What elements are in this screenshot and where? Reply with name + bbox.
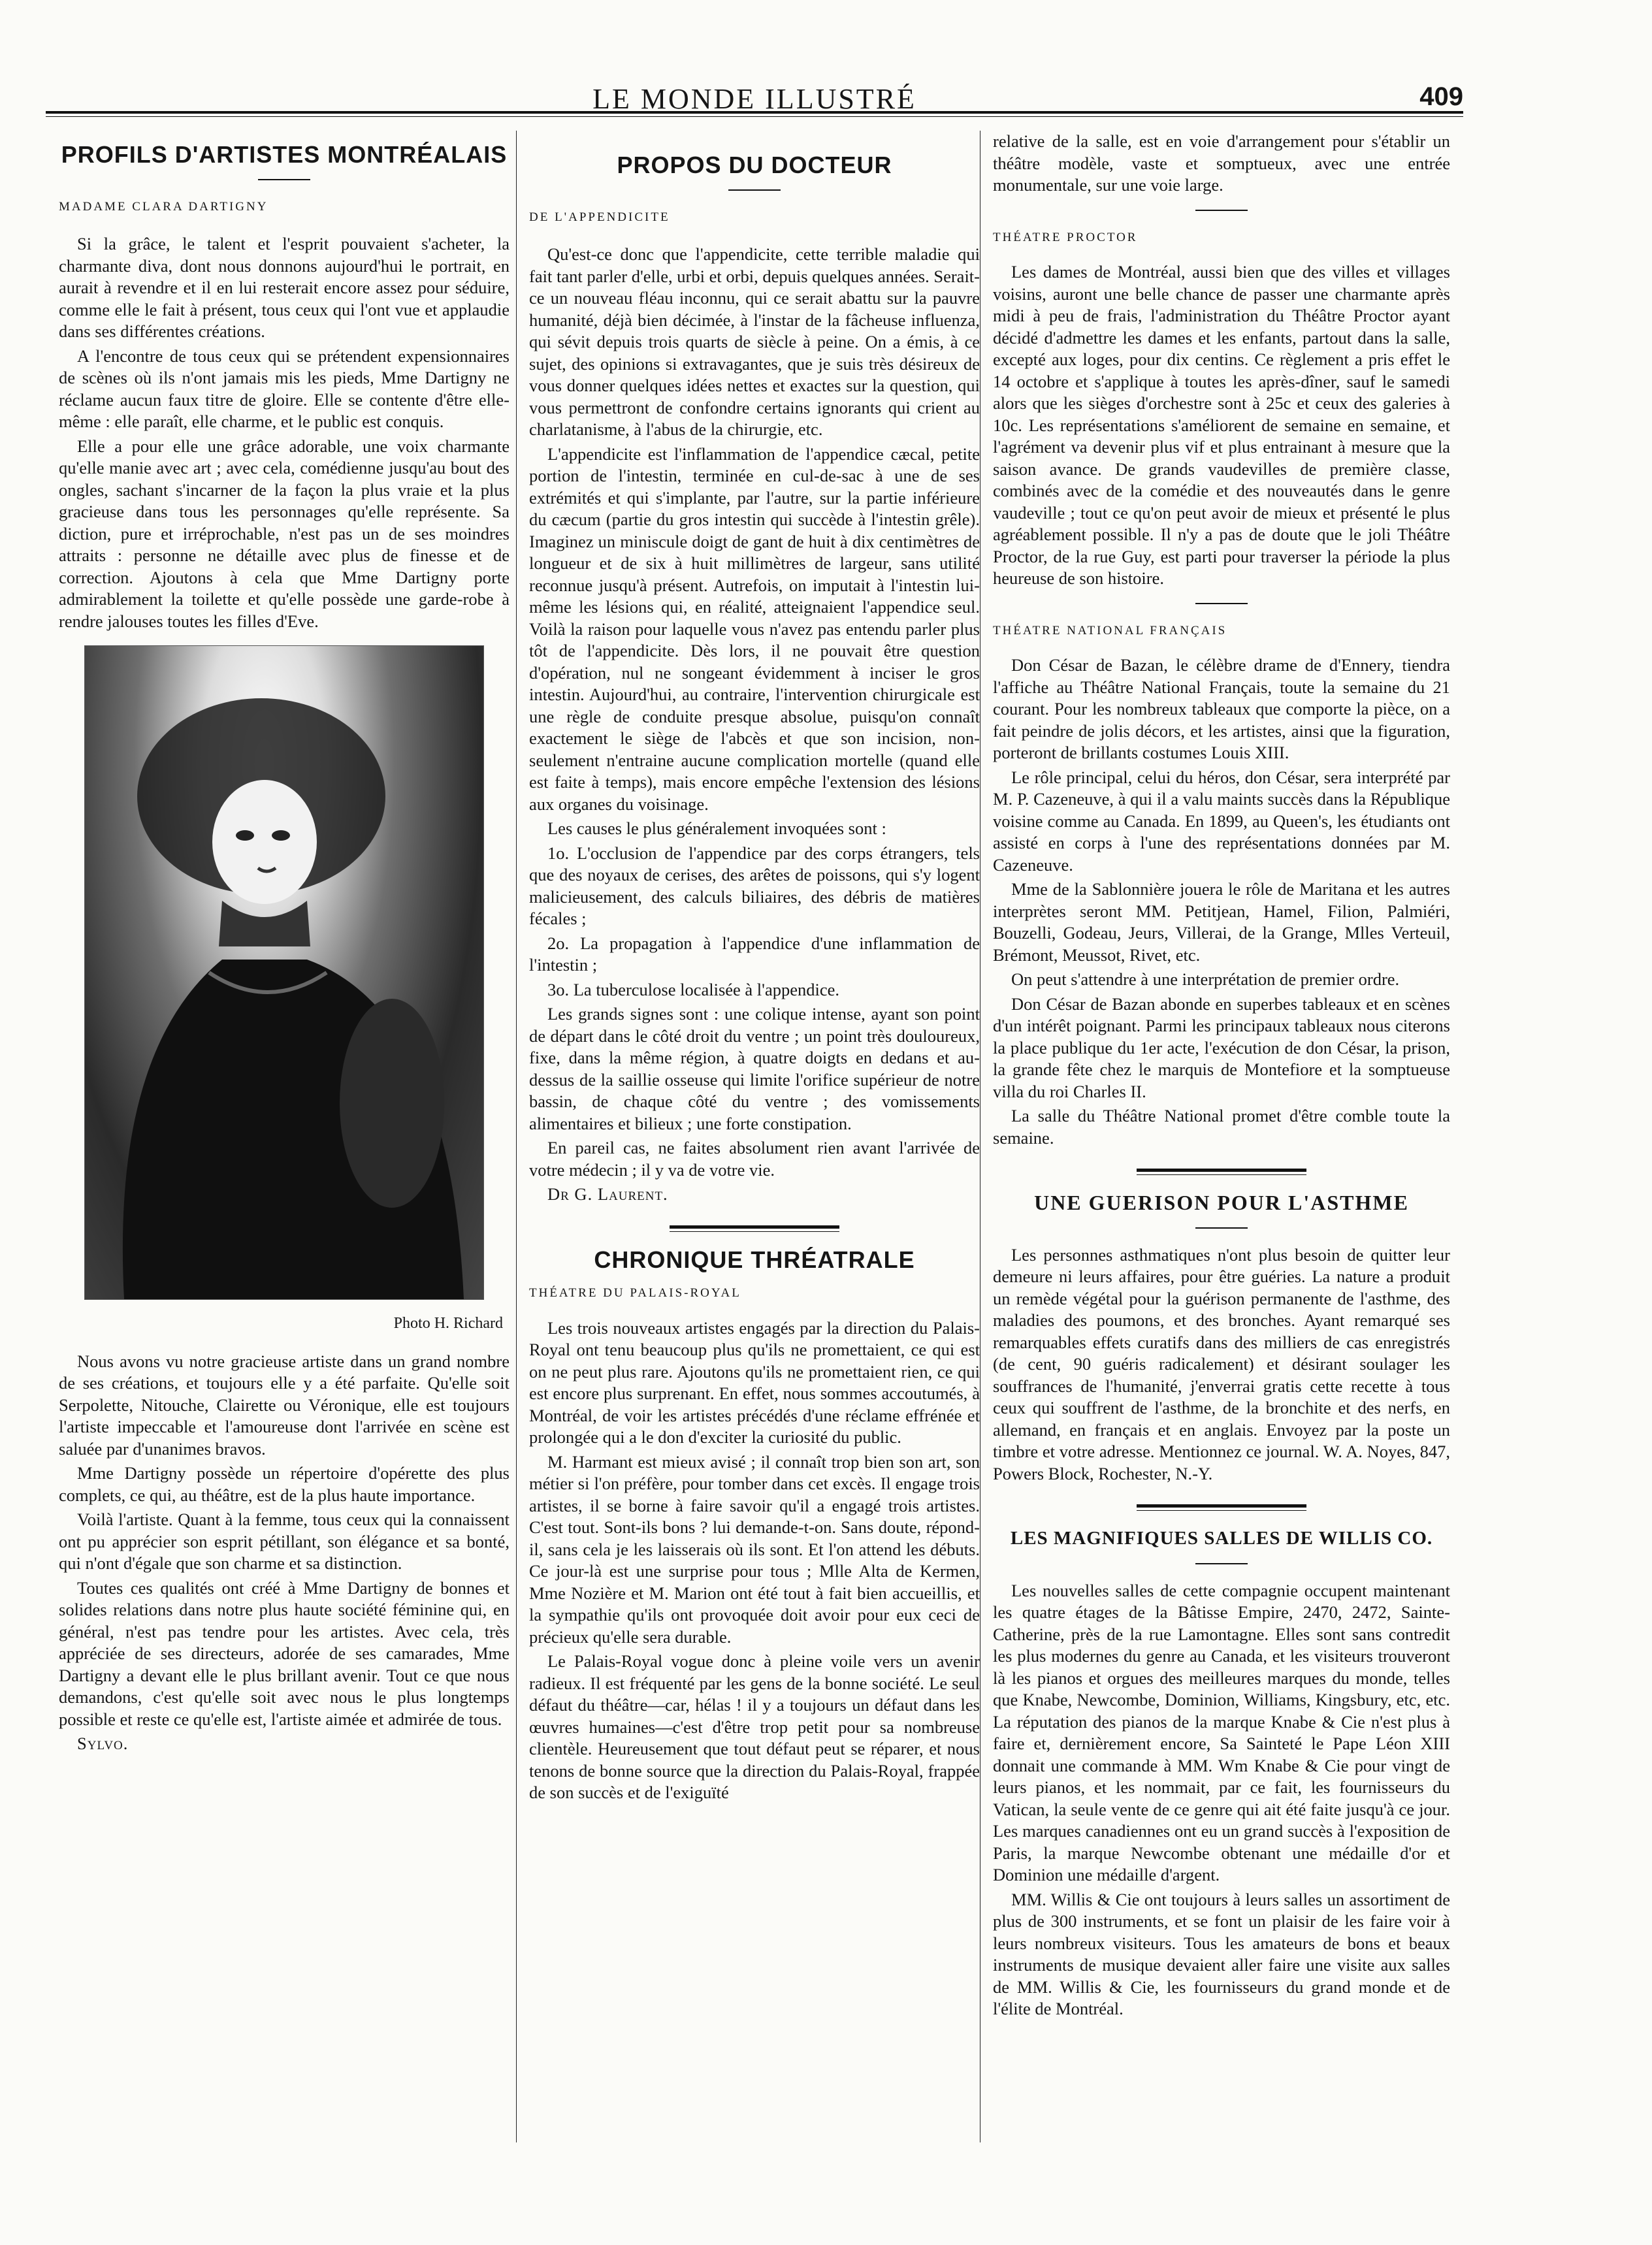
profils-heading: PROFILS D'ARTISTES MONTRÉALAIS: [61, 141, 508, 168]
national-paragraph: Don César de Bazan, le célèbre drame de d'Ennery, tiendra l'affiche au Théâtre National Français, toute la semaine du 21 courant. Pour les nombreux tableaux que comporte la pièce, on a fait peindre de jolis décors, et les artistes, ainsi que la figuration, porteront de brillants costumes Louis XIII.: [993, 655, 1450, 762]
chronique-heading: CHRONIQUE THRÉATRALE: [594, 1246, 915, 1273]
ornament-rule-icon: [1137, 1169, 1306, 1175]
national-paragraph: On peut s'attendre à une interprétation de premier ordre.: [1011, 969, 1400, 989]
willis-heading: LES MAGNIFIQUES SALLES DE WILLIS CO.: [1010, 1528, 1433, 1549]
portrait-photo-icon: [85, 646, 483, 1299]
column-propos: [529, 131, 980, 1804]
propos-heading: PROPOS DU DOCTEUR: [617, 152, 892, 178]
profils-paragraph: Nous avons vu notre gracieuse artiste dans un grand nombre de ses créations, et toujours elle y a été parfaite. Qu'elle soit Serpolette, Nitouche, Clairette ou Véronique, elle est toujours l'artiste impeccable et l'amoureuse dont l'arrivée en scène est saluée par d'unanimes bravos.: [59, 1351, 510, 1459]
chronique-continuation: relative de la salle, est en voie d'arrangement pour s'établir un théâtre modèle, vaste et somptueux, avec une entrée monumentale, sur une voie large.: [993, 131, 1450, 195]
column-theatres: [993, 131, 1450, 2020]
propos-paragraph: 2o. La propagation à l'appendice d'une inflammation de l'intestin ;: [529, 933, 980, 975]
proctor-subheading: THÉATRE PROCTOR: [993, 230, 1138, 244]
photo-credit: Photo H. Richard: [393, 1315, 503, 1332]
propos-paragraph: 3o. La tuberculose localisée à l'appendice.: [547, 979, 839, 999]
chronique-paragraph: Les trois nouveaux artistes engagés par la direction du Palais-Royal ont tenu beaucoup plus qu'ils ne promettaient, ce qui est on ne peut plus rare. Ajoutons qu'ils ne promettaient rien, ce qui est encore plus surprenant. En effet, nous sommes accoutumés, à Montréal, de voir les artistes précédés d'une réclame effrénée et prolongée qui a le don d'exciter la curiosité du public.: [529, 1317, 980, 1447]
chronique-subheading: THÉATRE DU PALAIS-ROYAL: [529, 1286, 741, 1300]
national-subheading: THÉATRE NATIONAL FRANÇAIS: [993, 623, 1227, 638]
profils-paragraph: A l'encontre de tous ceux qui se prétendent expensionnaires de scènes où ils n'ont jamais mis les pieds, Mme Dartigny ne réclame aucun faux titre de gloire. Elle se contente d'être elle-même : elle paraît, elle charme, et le public est conquis.: [59, 346, 510, 431]
profils-signature: Sylvo.: [77, 1734, 129, 1753]
national-paragraph: La salle du Théâtre National promet d'être comble toute la semaine.: [993, 1106, 1450, 1148]
column-rule-1: [516, 131, 517, 2142]
chronique-paragraph: M. Harmant est mieux avisé ; il connaît trop bien son art, son métier si l'on préfère, pour tomber dans cet excès. Il engage trois artistes, il se borne à faire savoir qu'il a engagé trois artistes. C'est tout. Sont-ils bons ? lui demande-t-on. Sans doute, répond-il, sans cela je les laisserais où ils sont. Et l'on attend les débuts. Ce jour-là est une surprise pour tous ; Mlle Alta de Kermen, Mme Nozière et M. Marion ont été tout à fait bien accueillis, et la sympathie qu'ils ont provoquée doit avoir pour eux ceci de précieux qu'elle sera durable.: [529, 1451, 980, 1647]
willis-rule: [1195, 1563, 1248, 1564]
asthme-rule: [1195, 1227, 1248, 1229]
continuation-rule: [1195, 210, 1248, 211]
profils-rule: [258, 179, 310, 180]
ornament-rule-icon: [1137, 1504, 1306, 1511]
national-paragraph: Mme de la Sablonnière jouera le rôle de Maritana et les autres interprètes seront MM. Petitjean, Hamel, Filion, Palmiéri, Bouzelli, Godeau, Jeurs, Villerai, de la Grange, Mlles Verteuil, Brémont, Meussot, Rivet, etc.: [993, 879, 1450, 965]
profils-subheading: MADAME CLARA DARTIGNY: [59, 199, 268, 214]
profils-paragraph: Voilà l'artiste. Quant à la femme, tous ceux qui la connaissent ont pu apprécier son esprit pétillant, son élégance et sa bonté, qui n'ont d'égale que son charme et sa distinction.: [59, 1510, 510, 1573]
national-paragraph: Don César de Bazan abonde en superbes tableaux et en scènes d'un intérêt poignant. Parmi les principaux tableaux nous citerons la place publique du 1er acte, l'exécution de don César, la prison, la grande fête chez le marquis de Montefiore et la somptueuse villa du roi Charles II.: [993, 993, 1450, 1101]
profils-paragraph: Toutes ces qualités ont créé à Mme Dartigny de bonnes et solides relations dans notre plus haute société féminine qui, en général, n'est pas tendre pour les artistes. Avec cela, très appréciée de ses directeurs, adorée de ses camarades, Mme Dartigny a devant elle le plus brillant avenir. Tout ce que nous demandons, c'est qu'elle soit avec nous le plus longtemps possible et reste ce qu'elle est, l'artiste aimée et admirée de tous.: [59, 1577, 510, 1729]
masthead-rule-thin: [46, 116, 1463, 117]
asthme-paragraph: Les personnes asthmatiques n'ont plus besoin de quitter leur demeure ni leurs affaires, pour être guéries. La nature a produit un remède végétal pour la guérison permanente de l'asthme, des maladies des poumons, et des bronches. Ayant remarqué ses remarquables effets curatifs dans des milliers de cas enregistrés (de cent, 90 guéris radicalement) et désirant soulager les souffrances de l'humanité, j'enverrai gratis cette recette à tous ceux qui souffrent de l'asthme, de la bronchite et des nerfs, en allemand, en français et en anglais. Envoyez par la poste un timbre et votre adresse. Mentionnez ce journal. W. A. Noyes, 847, Powers Block, Rochester, N.-Y.: [993, 1244, 1450, 1483]
masthead-rule: [46, 111, 1463, 114]
propos-paragraph: Qu'est-ce donc que l'appendicite, cette terrible maladie qui fait tant parler d'elle, urbi et orbi, depuis quelques années. Serait-ce un nouveau fléau inconnu, qui ce serait abattu sur la pauvre humanité, déjà bien décimée, à l'instar de la fâcheuse influenza, qui sévit depuis trois quarts de siècle à peine. On a émis, à ce sujet, des opinions si extravagantes, que je suis très désireux de vous donner quelques idées nettes et exactes sur la question, qui vous permettront de confondre certains ignorants qui crient au charlatanisme, à l'abus de la chirurgie, etc.: [529, 244, 980, 439]
column-profils: [59, 131, 510, 1755]
propos-paragraph: 1o. L'occlusion de l'appendice par des corps étrangers, tels que des noyaux de cerises, des arêtes de poissons, qui s'y logent malicieusement, des calculs biliaires, des débris de matières fécales ;: [529, 843, 980, 928]
profils-paragraph: Elle a pour elle une grâce adorable, une voix charmante qu'elle manie avec art ; avec cela, comédienne jusqu'au bout des ongles, sachant s'incarner de la façon la plus vraie et la plus gracieuse dans tous les personnages qu'elle représente. Sa diction, pure et irréprochable, n'est pas un de ses moindres attraits : personne ne détaille avec plus de finesse et de correction. Ajoutons à cela que Mme Dartigny porte admirablement la toilette et qu'elle possède une garde-robe à rendre jalouses toutes les filles d'Eve.: [59, 436, 510, 631]
propos-paragraph: Les causes le plus généralement invoquées sont :: [547, 818, 886, 838]
portrait-photo: [84, 645, 484, 1300]
chronique-paragraph: Le Palais-Royal vogue donc à pleine voile vers un avenir radieux. Il est fréquenté par les gens de la bonne société. Le seul défaut du théâtre—car, hélas ! il y a toujours un défaut dans les œuvres humaines—c'est d'être trop petit pour sa nombreuse clientèle. Heureusement que tout défaut peut se réparer, et nous tenons de bonne source que la direction du Palais-Royal, frappée de son succès et de l'exiguïté: [529, 1651, 980, 1802]
propos-subheading: DE L'APPENDICITE: [529, 210, 670, 224]
profils-paragraph: Si la grâce, le talent et l'esprit pouvaient s'acheter, la charmante diva, dont nous donnons aujourd'hui le portrait, en aurait à revendre et il en lui resterait encore assez pour séduire, comme elle le fait à présent, tous ceux qui l'ont vue et applaudie dans ses différentes créations.: [59, 234, 510, 341]
profils-paragraph: Mme Dartigny possède un répertoire d'opérette des plus complets, ce qui, au théâtre, est de la plus haute importance.: [59, 1463, 510, 1505]
proctor-paragraph: Les dames de Montréal, aussi bien que des villes et villages voisins, auront une belle chance de passer une charmante après midi à peu de frais, l'administration du Théâtre Proctor ayant décidé d'admettre les dames et les enfants, partout dans la salle, excepté aux loges, pour dix centins. Ce règlement a pris effet le 14 octobre et s'applique à toutes les après-dîner, sauf le samedi alors que les sièges d'orchestre sont à 25c et ceux des galeries à 10c. Les représentations s'améliorent de semaine en semaine, et l'agrément va devenir plus vif et plus entrainant à mesure que la saison avance. De grands vaudevilles de première classe, combinés avec de la comédie et des nouveautés dans le genre vaudeville ; tout ce qu'on peut avoir de mieux et présenté le plus agréablement possible. Il n'y a pas de doute que le joli Théâtre Proctor, de la rue Guy, est parti pour traverser la période la plus heureuse de son histoire.: [993, 262, 1450, 588]
ornament-rule-icon: [670, 1225, 839, 1232]
proctor-rule: [1195, 603, 1248, 604]
willis-paragraph: Les nouvelles salles de cette compagnie occupent maintenant les quatre étages de la Bâtisse Empire, 2470, 2472, Sainte-Catherine, près de la rue Lamontagne. Elles sont sans contredit les plus modernes du genre au Canada, et les visiteurs trouveront là les pianos et orgues des meilleures marques du monde, telles que Knabe, Newcombe, Dominion, Williams, Kingsbury, etc, etc. La réputation des pianos de la marque Knabe & Cie n'est plus à faire et, dernièrement encore, Sa Sainteté le Pape Léon XIII donnait une commande à MM. Wm Knabe & Cie pour vingt de leurs pianos, et les nommait, par ce fait, les fournisseurs du Vatican, la seule vente de ce genre qui ait été faite jusqu'à ce jour. Les marques canadiennes ont eu un grand succès à l'exposition de Paris, la marque Newcombe obtenant une médaille d'or et Dominion une médaille d'argent.: [993, 1580, 1450, 1884]
journal-title: LE MONDE ILLUSTRÉ: [592, 83, 916, 115]
page-number: 409: [1419, 82, 1463, 111]
propos-paragraph: En pareil cas, ne faites absolument rien avant l'arrivée de votre médecin ; il y va de votre vie.: [529, 1138, 980, 1180]
propos-paragraph: L'appendicite est l'inflammation de l'appendice cæcal, petite portion de l'intestin, terminée en cul-de-sac à une de ses extrémités et qui s'implante, par l'autre, sur la partie inférieure du cæcum (partie du gros intestin qui succède à l'intestin grêle). Imaginez un miniscule doigt de gant de huit à dix centimètres de longueur et de six à huit millimètres de largeur, sans utilité reconnue jusqu'à présent. Autrefois, on imputait à l'intestin lui-même les lésions qui, en réalité, atteignaient l'appendice seul. Voilà la raison pour laquelle vous n'avez pas entendu parler plus tôt de l'appendicite. Dès lors, il ne pouvait être question d'opération, nul ne songeant évidemment à inciser le gros intestin. Aujourd'hui, au contraire, l'intervention chirurgicale est une règle de conduite presque absolue, puisqu'on connaît exactement le siège de l'abcès et que son incision, non-seulement n'entraine aucune complication mortelle (quand elle est faite à temps), mais encore empêche l'extension des lésions aux organes du voisinage.: [529, 444, 980, 814]
propos-signature: Dr G. Laurent.: [547, 1184, 668, 1204]
asthme-heading: UNE GUERISON POUR L'ASTHME: [1034, 1191, 1409, 1214]
national-paragraph: Le rôle principal, celui du héros, don César, sera interprété par M. P. Cazeneuve, à qui il a valu maints succès dans la République voisine comme au Canada. En 1899, au Queen's, les étudiants ont assisté en corps à l'une des représentations données par M. Cazeneuve.: [993, 767, 1450, 875]
propos-rule: [728, 189, 781, 191]
willis-paragraph: MM. Willis & Cie ont toujours à leurs salles un assortiment de plus de 300 instruments, et se font un plaisir de les faire voir à leurs nombreux visiteurs. Tous les amateurs de bons et beaux instruments de musique devaient aller faire une visite aux salles de MM. Willis & Cie, les fournisseurs du grand monde et de l'élite de Montréal.: [993, 1889, 1450, 2018]
propos-paragraph: Les grands signes sont : une colique intense, ayant son point de départ dans le côté droit du ventre ; un point très douloureux, fixe, dans la même région, à quatre doigts en dedans et au-dessus de la saillie osseuse qui limite l'orifice supérieur de notre bassin, de chaque côté du ventre ; des vomissements alimentaires et bilieux ; une forte constipation.: [529, 1004, 980, 1133]
